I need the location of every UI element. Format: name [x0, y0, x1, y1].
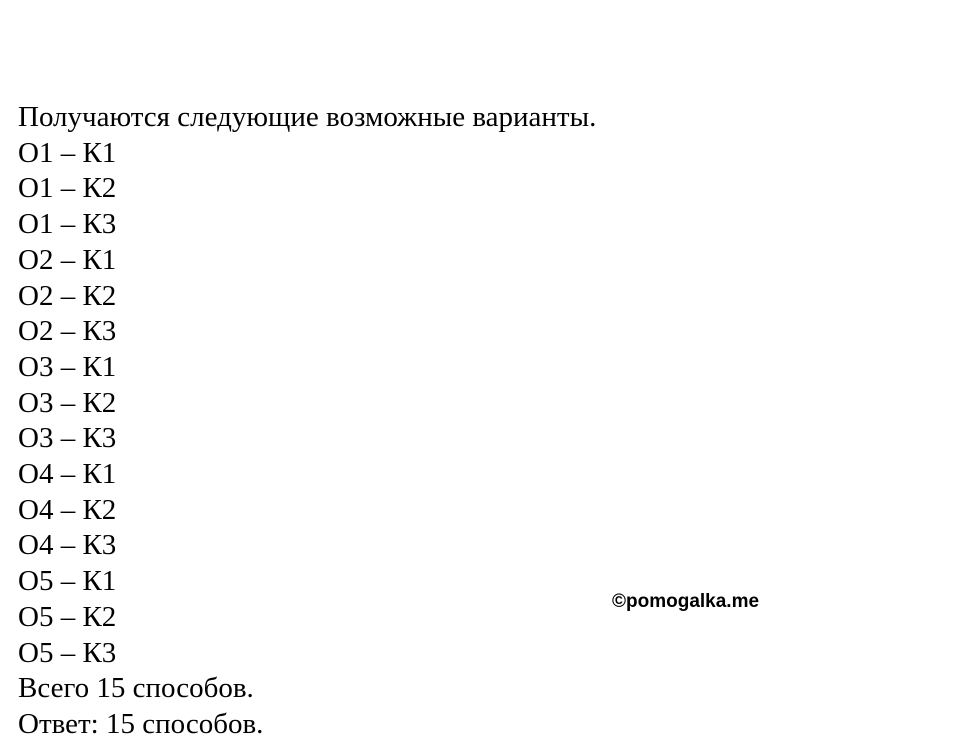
document-body: [18, 100, 596, 743]
variant-line: О4 – К2: [18, 493, 117, 526]
variant-line: О3 – К3: [18, 422, 117, 455]
variant-line: О3 – К1: [18, 350, 117, 383]
total-text: Всего 15 способов.: [18, 672, 254, 705]
variant-line: О5 – К1: [18, 565, 117, 598]
watermark: ©pomogalka.me: [612, 591, 760, 612]
variant-line: О2 – К3: [18, 315, 117, 348]
variant-line: О5 – К3: [18, 636, 117, 669]
intro-text: Получаются следующие возможные варианты.: [18, 101, 597, 133]
variant-line: О1 – К1: [18, 136, 117, 169]
variant-line: О1 – К3: [18, 208, 117, 241]
variant-line: О4 – К1: [18, 458, 117, 491]
variant-line: О1 – К2: [18, 172, 117, 205]
variant-line: О4 – К3: [18, 529, 117, 562]
variant-line: О5 – К2: [18, 600, 117, 633]
variant-line: О3 – К2: [18, 386, 117, 419]
variant-line: О2 – К1: [18, 243, 117, 276]
variant-line: О2 – К2: [18, 279, 117, 312]
answer-text: Ответ: 15 способов.: [18, 707, 264, 740]
